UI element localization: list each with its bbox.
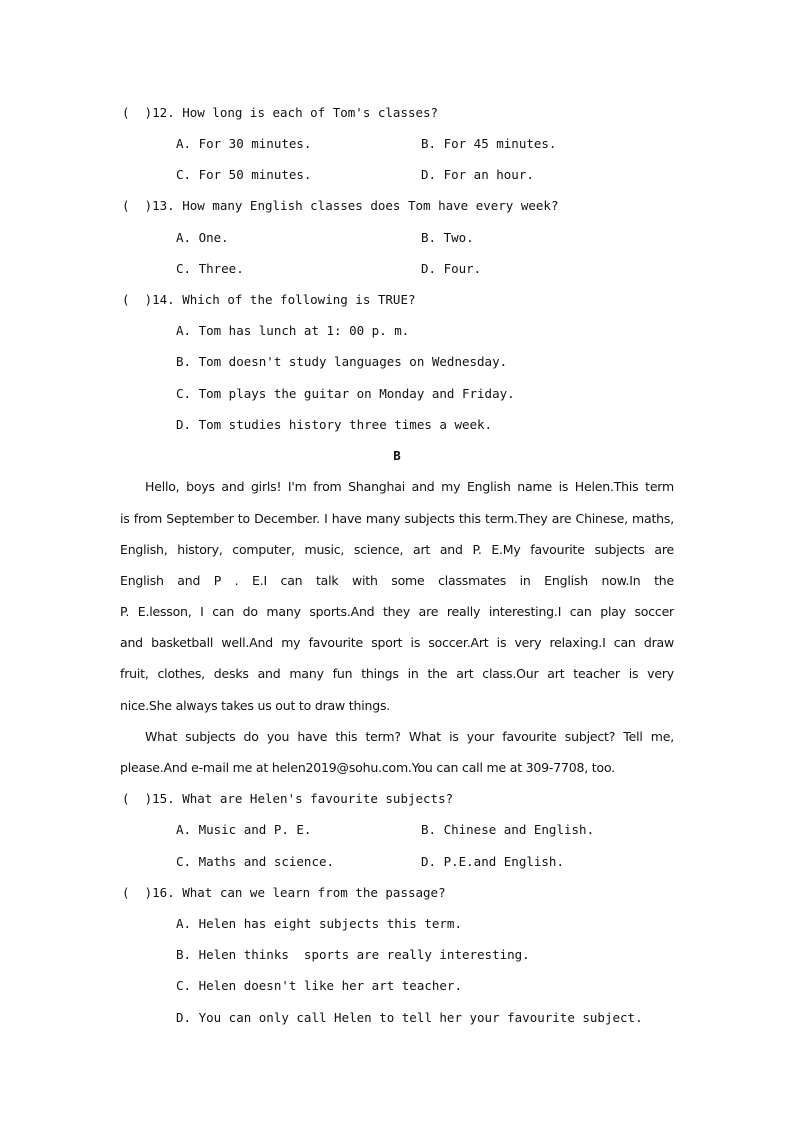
question-12-option-d: D. For an hour. bbox=[421, 167, 534, 182]
passage-line: nice.She always takes us out to draw things. bbox=[120, 698, 391, 713]
question-12-option-c: C. For 50 minutes. bbox=[176, 167, 312, 182]
passage-line: What subjects do you have this term? What is your favourite subject? Tell me, bbox=[145, 729, 674, 744]
question-15-option-c: C. Maths and science. bbox=[176, 854, 335, 869]
question-16-option-d: D. You can only call Helen to tell her your favourite subject. bbox=[176, 1010, 643, 1025]
passage-line: and basketball well.And my favourite sport is soccer.Art is very relaxing.I can draw bbox=[120, 635, 674, 650]
question-16-stem: ( )16. What can we learn from the passage? bbox=[122, 885, 446, 900]
passage-line: P. E.lesson, I can do many sports.And they are really interesting.I can play soccer bbox=[120, 604, 674, 619]
question-13-option-d: D. Four. bbox=[421, 261, 482, 276]
question-12-option-b: B. For 45 minutes. bbox=[421, 136, 557, 151]
section-b-heading: B bbox=[393, 448, 401, 463]
question-13-stem: ( )13. How many English classes does Tom have every week? bbox=[122, 198, 559, 213]
question-15-option-a: A. Music and P. E. bbox=[176, 822, 312, 837]
question-14-option-b: B. Tom doesn't study languages on Wednesday. bbox=[176, 354, 508, 369]
question-15-option-d: D. P.E.and English. bbox=[421, 854, 564, 869]
question-15-option-b: B. Chinese and English. bbox=[421, 822, 595, 837]
question-14-option-a: A. Tom has lunch at 1: 00 p. m. bbox=[176, 323, 410, 338]
passage-line: Hello, boys and girls! I'm from Shanghai and my English name is Helen.This term bbox=[145, 479, 674, 494]
question-14-stem: ( )14. Which of the following is TRUE? bbox=[122, 292, 416, 307]
passage-line: English, history, computer, music, science, art and P. E.My favourite subjects are bbox=[120, 542, 674, 557]
passage-line: is from September to December. I have many subjects this term.They are Chinese, maths, bbox=[120, 511, 674, 526]
passage-line: fruit, clothes, desks and many fun things in the art class.Our art teacher is very bbox=[120, 666, 674, 681]
passage-line: English and P . E.I can talk with some classmates in English now.In the bbox=[120, 573, 674, 588]
question-12-option-a: A. For 30 minutes. bbox=[176, 136, 312, 151]
question-13-option-a: A. One. bbox=[176, 230, 229, 245]
question-16-option-b: B. Helen thinks sports are really interesting. bbox=[176, 947, 530, 962]
question-12-stem: ( )12. How long is each of Tom's classes? bbox=[122, 105, 439, 120]
question-16-option-a: A. Helen has eight subjects this term. bbox=[176, 916, 462, 931]
question-15-stem: ( )15. What are Helen's favourite subjects? bbox=[122, 791, 454, 806]
question-13-option-b: B. Two. bbox=[421, 230, 474, 245]
question-16-option-c: C. Helen doesn't like her art teacher. bbox=[176, 978, 462, 993]
passage-line: please.And e-mail me at helen2019@sohu.com.You can call me at 309-7708, too. bbox=[120, 760, 615, 775]
question-14-option-c: C. Tom plays the guitar on Monday and Friday. bbox=[176, 386, 515, 401]
question-13-option-c: C. Three. bbox=[176, 261, 244, 276]
question-14-option-d: D. Tom studies history three times a week. bbox=[176, 417, 493, 432]
